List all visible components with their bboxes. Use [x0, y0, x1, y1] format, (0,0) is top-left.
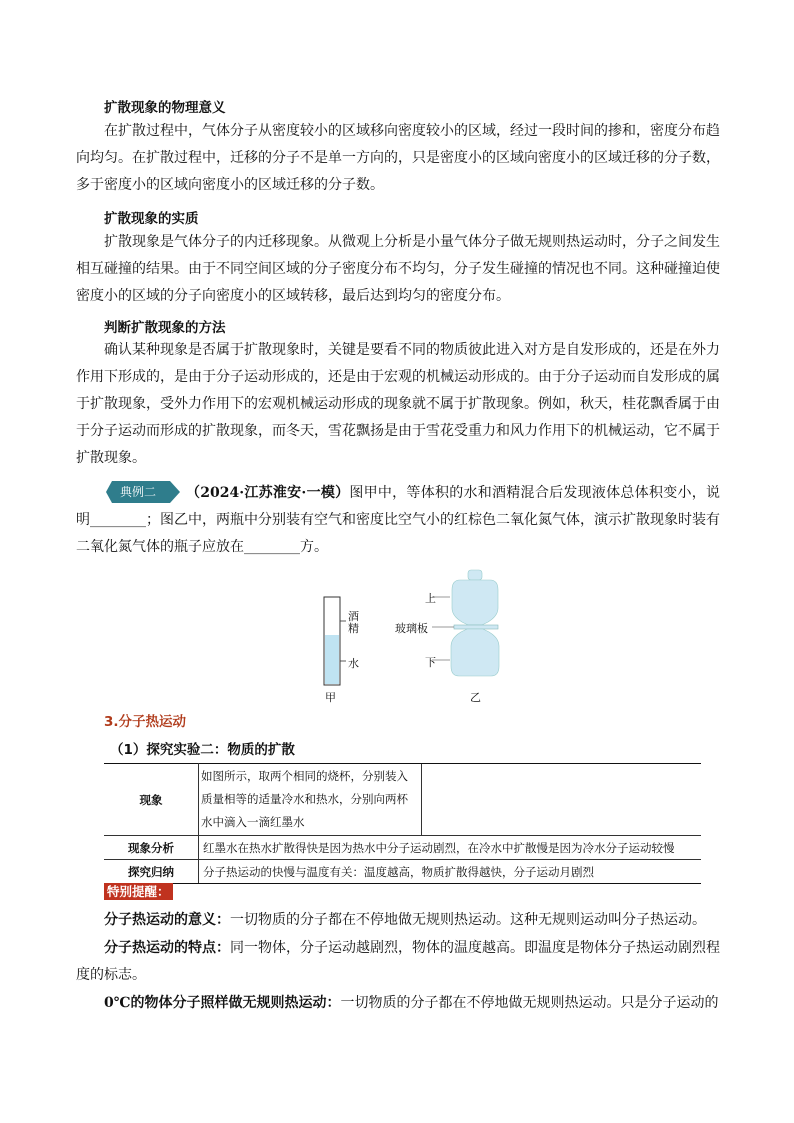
tip-meaning-title: 分子热运动的意义：: [104, 912, 230, 928]
paragraph-essence: 扩散现象是气体分子的内迁移现象。从微观上分析是小量气体分子做无规则热运动时，分子之间发生相互碰撞的结果。由于不同空间区域的分子密度分布不均匀，分子发生碰撞的情况也不同。这种碰撞迫使密度小的区域的分子向密度小的区域转移，最后达到均匀的密度分布。: [76, 234, 720, 304]
tip-feature: [76, 935, 720, 989]
heading-essence: 扩散现象的实质: [104, 211, 199, 227]
experiment-table: [104, 763, 701, 884]
table-value: 分子热运动的快慢与温度有关：温度越高，物质扩散得越快，分子运动月剧烈: [199, 860, 702, 884]
water-layer: [325, 635, 339, 684]
tips-label: 特别提醒：: [104, 883, 173, 900]
tip-feature-title: 分子热运动的特点：: [104, 940, 230, 956]
table-value: 红墨水在热水扩散得快是因为热水中分子运动剧烈，在冷水中扩散慢是因为冷水分子运动较慢: [199, 836, 702, 860]
caption-right-figure: 乙: [470, 691, 481, 704]
paragraph-physical-meaning: 在扩散过程中，气体分子从密度较小的区域移向密度较小的区域，经过一段时间的掺和，密度分布趋向均匀。在扩散过程中，迁移的分子不是单一方向的，只是密度小的区域向密度小的区域迁移的分子数，多于密度小的区域向密度小的区域迁移的分子数。: [76, 123, 720, 193]
label-water: 水: [348, 657, 359, 670]
example-question: [76, 480, 720, 561]
tip-zero-text: 一切物质的分子都在不停地做无规则热运动。只是分子运动的: [340, 995, 719, 1011]
label-alcohol-1: 酒: [348, 610, 359, 623]
tip-feature-text: 同一物体，分子运动越剧烈，物体的温度越高。即温度是物体分子热运动剧烈程度的标志。: [76, 940, 720, 983]
example-source: （2024·江苏淮安·一模）: [186, 485, 350, 501]
label-glass-plate: 玻璃板: [395, 622, 428, 635]
table-row: [104, 836, 701, 860]
bottle-top: [452, 570, 498, 625]
bottle-bottom: [451, 629, 499, 676]
tip-zero-degree: [76, 990, 720, 1017]
glass-plate: [454, 625, 498, 629]
section3-title: 3.分子热运动: [104, 714, 187, 730]
label-bottom: 下: [425, 656, 436, 669]
paragraph-judge-method: 确认某种现象是否属于扩散现象时，关键是要看不同的物质彼此进入对方是自发形成的，还是在外力作用下形成的，是由于分子运动形成的，还是由于宏观的机械运动形成的。由于分子运动而自发形成的属于扩散现象，受外力作用下的宏观机械运动形成的现象就不属于扩散现象。例如，秋天，桂花飘香属于由于分子运动而形成的扩散现象，而冬天，雪花飘扬是由于雪花受重力和风力作用下的机械运动，它不属于扩散现象。: [76, 342, 720, 466]
caption-left-figure: 甲: [325, 691, 336, 704]
tip-meaning: [76, 907, 720, 934]
table-key: 探究归纳: [104, 860, 199, 884]
heading-physical-meaning: 扩散现象的物理意义: [104, 100, 226, 116]
heading-judge-method: 判断扩散现象的方法: [104, 320, 226, 336]
label-top: 上: [425, 592, 436, 605]
table-value: 如图所示，取两个相同的烧杯，分别装入质量相等的适量冷水和热水，分别向两杯水中滴入一滴红墨水: [199, 764, 422, 835]
tip-zero-title: 0℃的物体分子照样做无规则热运动：: [104, 995, 341, 1011]
example-badge-label: 典例二: [119, 485, 156, 499]
label-alcohol-2: 精: [348, 622, 359, 635]
table-row: [104, 764, 701, 836]
section3-subtitle: （1）探究实验二：物质的扩散: [110, 742, 295, 758]
table-key: 现象: [104, 764, 199, 836]
table-row: [104, 860, 701, 884]
tip-meaning-text: 一切物质的分子都在不停地做无规则热运动。这种无规则运动叫分子热运动。: [230, 912, 706, 928]
table-key: 现象分析: [104, 836, 199, 860]
example-text: 图甲中，等体积的水和酒精混合后发现液体总体积变小，说明________；图乙中，两瓶中分别装有空气和密度比空气小的红棕色二氧化氮气体，演示扩散现象时装有二氧化氮气体的瓶子应放在________方。: [76, 485, 721, 555]
